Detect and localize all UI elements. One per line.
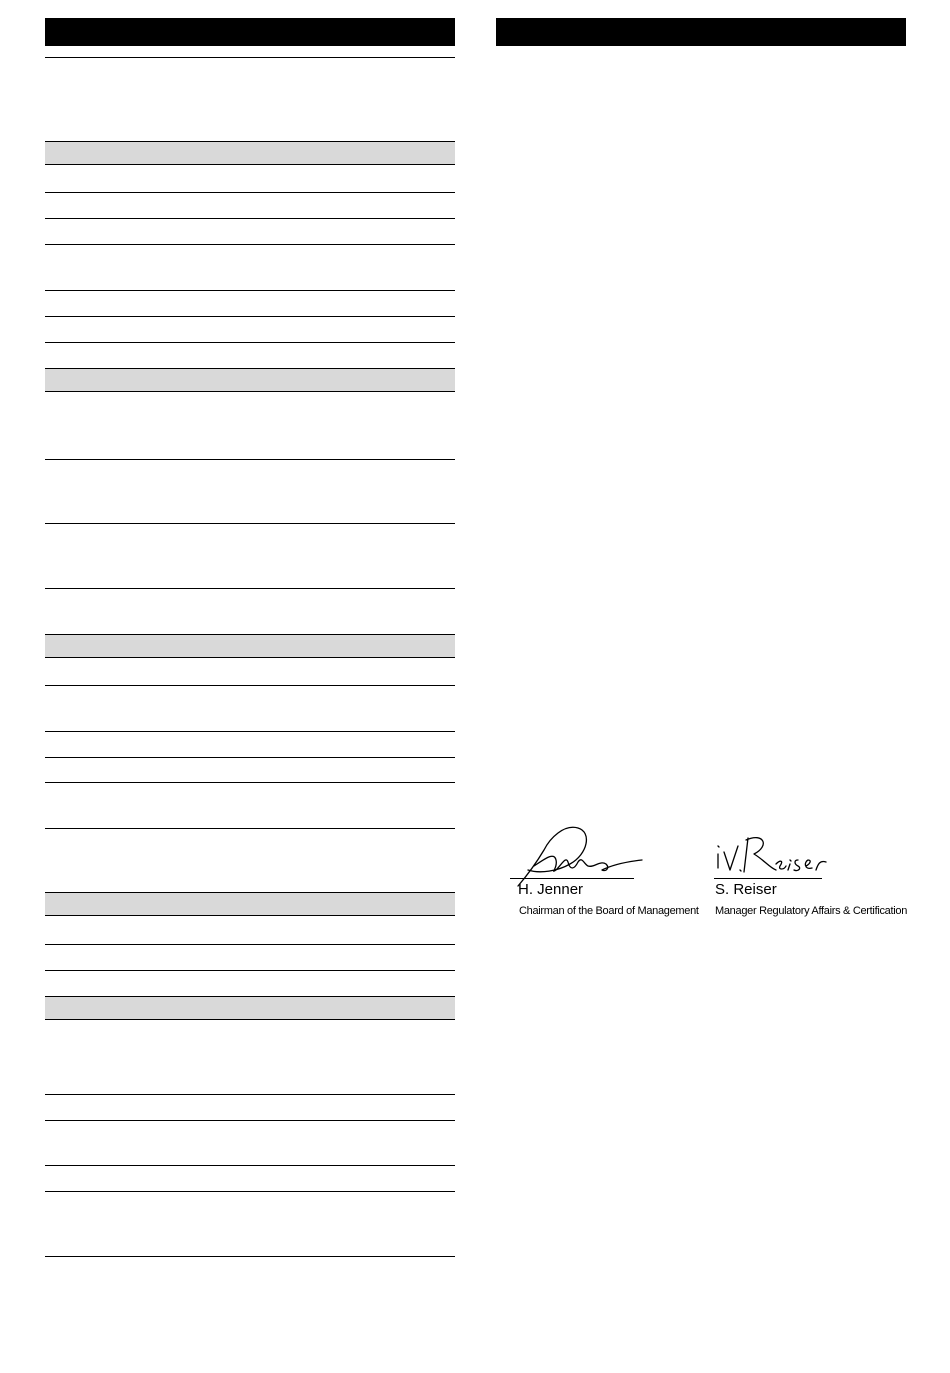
row-divider bbox=[45, 218, 455, 219]
row-divider bbox=[45, 290, 455, 291]
row-divider bbox=[45, 970, 455, 971]
signatory-title: Chairman of the Board of Management bbox=[519, 905, 699, 917]
signature-block-jenner bbox=[508, 818, 699, 928]
left-header-bar bbox=[45, 18, 455, 46]
row-divider bbox=[45, 828, 455, 829]
row-divider bbox=[45, 342, 455, 343]
row-divider bbox=[45, 588, 455, 589]
row-divider bbox=[45, 459, 455, 460]
section-heading-row bbox=[45, 892, 455, 916]
signature-block-reiser bbox=[708, 818, 908, 928]
row-divider bbox=[45, 523, 455, 524]
row-divider bbox=[45, 244, 455, 245]
signatory-name: S. Reiser bbox=[715, 881, 777, 898]
row-divider bbox=[45, 731, 455, 732]
signatory-title: Manager Regulatory Affairs & Certification bbox=[715, 905, 908, 917]
row-divider bbox=[45, 316, 455, 317]
row-divider bbox=[45, 192, 455, 193]
handwritten-signature-jenner bbox=[510, 820, 650, 890]
section-heading-row bbox=[45, 141, 455, 165]
row-divider bbox=[45, 57, 455, 58]
row-divider bbox=[45, 944, 455, 945]
row-divider bbox=[45, 1256, 455, 1257]
section-heading-row bbox=[45, 634, 455, 658]
signature-line bbox=[714, 878, 822, 879]
row-divider bbox=[45, 685, 455, 686]
signatory-name: H. Jenner bbox=[518, 881, 584, 898]
section-heading-row bbox=[45, 368, 455, 392]
row-divider bbox=[45, 782, 455, 783]
section-heading-row bbox=[45, 996, 455, 1020]
row-divider bbox=[45, 1094, 455, 1095]
right-header-bar bbox=[496, 18, 906, 46]
signature-line bbox=[510, 878, 634, 879]
row-divider bbox=[45, 1191, 455, 1192]
row-divider bbox=[45, 757, 455, 758]
row-divider bbox=[45, 1120, 455, 1121]
row-divider bbox=[45, 1165, 455, 1166]
